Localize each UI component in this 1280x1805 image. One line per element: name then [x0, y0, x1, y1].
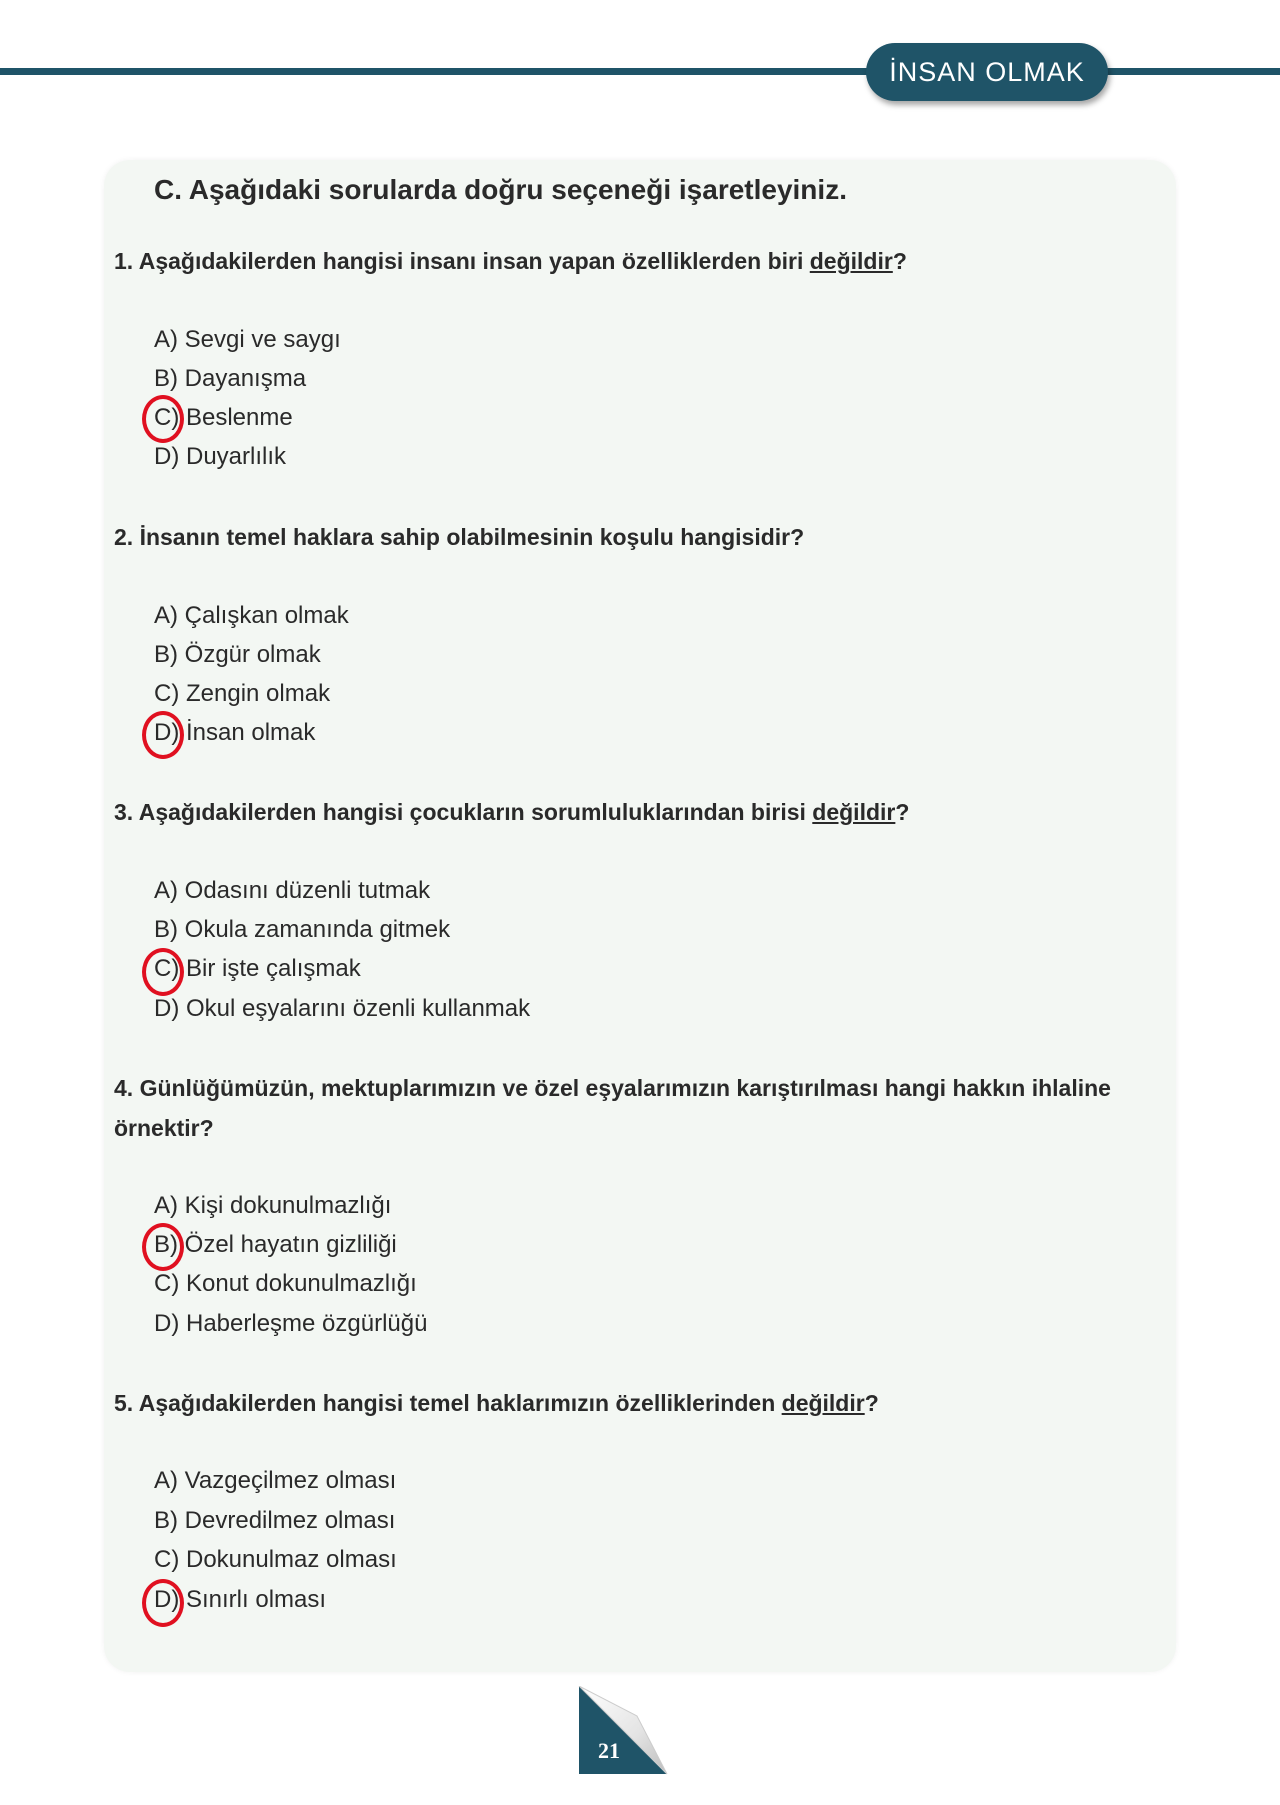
question-text: 2. İnsanın temel haklara sahip olabilmesinin koşulu hangisidir? — [114, 524, 805, 550]
question-text: 4. Günlüğümüzün, mektuplarımızın ve özel eşyalarımızın karıştırılması hangi hakkın ihlaline örnektir? — [114, 1075, 1111, 1141]
question-4 — [114, 1068, 1174, 1148]
option-4c[interactable]: C) Konut dokunulmazlığı — [154, 1270, 417, 1297]
option-3b[interactable]: B) Okula zamanında gitmek — [154, 916, 451, 943]
question-1 — [114, 241, 1174, 281]
page-number: 21 — [598, 1738, 620, 1763]
question-5 — [114, 1383, 1174, 1423]
question-2 — [114, 517, 1174, 557]
question-emphasis: değildir — [781, 1390, 865, 1416]
option-1a[interactable]: A) Sevgi ve saygı — [154, 326, 341, 353]
page-number-corner — [575, 1686, 671, 1778]
question-mark: ? — [895, 799, 910, 825]
question-text: 3. Aşağıdakilerden hangisi çocukların sorumluluklarından birisi — [114, 799, 813, 825]
option-3c[interactable]: C) Bir işte çalışmak — [154, 955, 361, 982]
option-2a[interactable]: A) Çalışkan olmak — [154, 602, 349, 629]
chapter-title-badge — [866, 43, 1108, 101]
question-mark: ? — [864, 1390, 879, 1416]
page-corner-icon — [575, 1686, 671, 1778]
option-3d[interactable]: D) Okul eşyalarını özenli kullanmak — [154, 995, 531, 1022]
option-1c[interactable]: C) Beslenme — [154, 404, 293, 431]
option-3a[interactable]: A) Odasını düzenli tutmak — [154, 877, 431, 904]
option-5a[interactable]: A) Vazgeçilmez olması — [154, 1467, 397, 1494]
option-4b[interactable]: B) Özel hayatın gizliliği — [154, 1231, 397, 1258]
option-5d[interactable]: D) Sınırlı olması — [154, 1586, 327, 1613]
answer-circle-mark — [142, 948, 184, 996]
option-4d[interactable]: D) Haberleşme özgürlüğü — [154, 1310, 428, 1337]
option-2b[interactable]: B) Özgür olmak — [154, 641, 321, 668]
option-4a[interactable]: A) Kişi dokunulmazlığı — [154, 1192, 392, 1219]
question-3 — [114, 792, 1174, 832]
chapter-title: İNSAN OLMAK — [889, 56, 1085, 87]
question-text: 5. Aşağıdakilerden hangisi temel haklarımızın özelliklerinden — [114, 1390, 782, 1416]
question-mark: ? — [892, 248, 907, 274]
question-emphasis: değildir — [812, 799, 896, 825]
question-text: 1. Aşağıdakilerden hangisi insanı insan yapan özelliklerden biri — [114, 248, 810, 274]
option-2d[interactable]: D) İnsan olmak — [154, 719, 316, 746]
option-1d[interactable]: D) Duyarlılık — [154, 443, 287, 470]
option-2c[interactable]: C) Zengin olmak — [154, 680, 331, 707]
option-5b[interactable]: B) Devredilmez olması — [154, 1507, 396, 1534]
answer-circle-mark — [142, 1223, 184, 1271]
section-title: C. Aşağıdaki sorularda doğru seçeneği işaretleyiniz. — [154, 174, 847, 205]
answer-circle-mark — [142, 395, 184, 443]
option-5c[interactable]: C) Dokunulmaz olması — [154, 1546, 397, 1573]
question-emphasis: değildir — [809, 248, 893, 274]
option-1b[interactable]: B) Dayanışma — [154, 365, 307, 392]
answer-circle-mark — [142, 711, 184, 759]
answer-circle-mark — [142, 1579, 184, 1627]
